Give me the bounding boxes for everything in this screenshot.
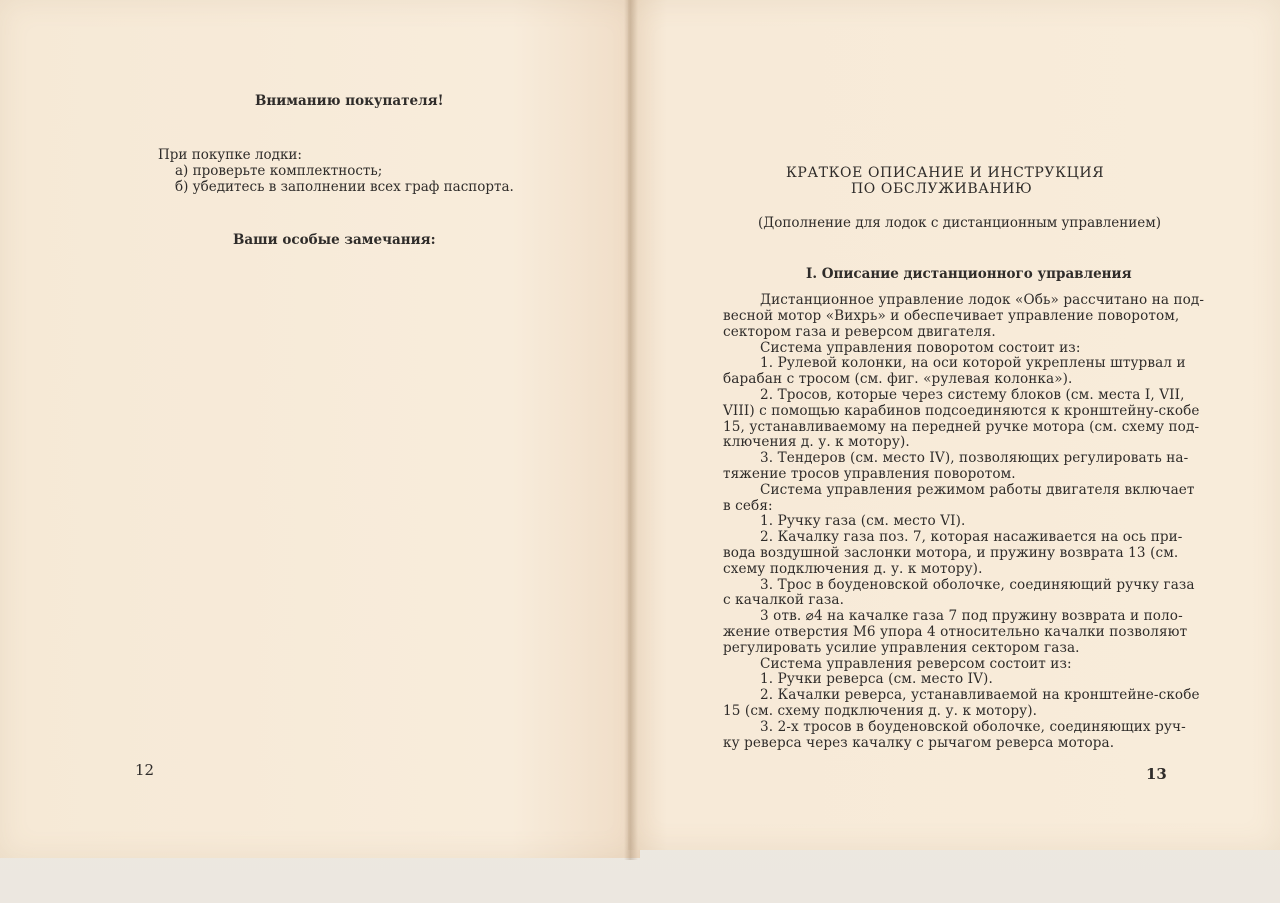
body-line: Дистанционное управление лодок «Обь» рассчитано на под- (760, 292, 1205, 308)
section-title: I. Описание дистанционного управления (806, 266, 1132, 282)
left-page (0, 0, 640, 858)
body-line: ку реверса через качалку с рычагом реверса мотора. (723, 735, 1115, 751)
body-line: 2. Тросов, которые через систему блоков (см. места I, VII, (760, 387, 1185, 403)
remarks-title: Ваши особые замечания: (233, 232, 436, 248)
body-line: 2. Качалку газа поз. 7, которая насаживается на ось при- (760, 529, 1183, 545)
purchase-intro: При покупке лодки: (158, 147, 302, 163)
body-line: сектором газа и реверсом двигателя. (723, 324, 996, 340)
purchase-item-a: а) проверьте комплектность; (175, 163, 383, 179)
doc-title-line1: КРАТКОЕ ОПИСАНИЕ И ИНСТРУКЦИЯ (786, 165, 1105, 181)
body-line: VIII) с помощью карабинов подсоединяются к кронштейну-скобе (723, 403, 1200, 419)
body-line: 1. Ручку газа (см. место VI). (760, 513, 966, 529)
attention-title: Вниманию покупателя! (255, 93, 444, 109)
body-line: весной мотор «Вихрь» и обеспечивает управление поворотом, (723, 308, 1180, 324)
doc-title-line2: ПО ОБСЛУЖИВАНИЮ (851, 181, 1033, 197)
body-line: барабан с тросом (см. фиг. «рулевая колонка»). (723, 371, 1073, 387)
body-line: схему подключения д. у. к мотору). (723, 561, 983, 577)
body-line: 15, устанавливаемому на передней ручке мотора (см. схему под- (723, 419, 1200, 435)
body-line: Система управления режимом работы двигателя включает (760, 482, 1195, 498)
doc-subtitle: (Дополнение для лодок с дистанционным управлением) (758, 215, 1162, 231)
body-line: 3. Тендеров (см. место IV), позволяющих регулировать на- (760, 450, 1189, 466)
body-line: 2. Качалки реверса, устанавливаемой на кронштейне-скобе (760, 687, 1200, 703)
body-line: тяжение тросов управления поворотом. (723, 466, 1016, 482)
body-line: жение отверстия М6 упора 4 относительно качалки позволяют (723, 624, 1188, 640)
body-line: 3 отв. ⌀4 на качалке газа 7 под пружину возврата и поло- (760, 608, 1183, 624)
body-line: ключения д. у. к мотору). (723, 434, 910, 450)
book-gutter (624, 0, 638, 860)
body-line: вода воздушной заслонки мотора, и пружину возврата 13 (см. (723, 545, 1179, 561)
body-line: регулировать усилие управления сектором газа. (723, 640, 1080, 656)
body-line: 3. 2-х тросов в боуденовской оболочке, соединяющих руч- (760, 719, 1186, 735)
body-line: 1. Рулевой колонки, на оси которой укреплены штурвал и (760, 355, 1186, 371)
page-number-right: 13 (1146, 765, 1167, 783)
page-number-left: 12 (135, 761, 155, 779)
body-line: с качалкой газа. (723, 592, 844, 608)
purchase-item-b: б) убедитесь в заполнении всех граф паспорта. (175, 179, 514, 195)
body-line: 1. Ручки реверса (см. место IV). (760, 671, 993, 687)
body-line: 15 (см. схему подключения д. у. к мотору). (723, 703, 1038, 719)
body-line: Система управления поворотом состоит из: (760, 340, 1081, 356)
body-line: Система управления реверсом состоит из: (760, 656, 1072, 672)
body-line: 3. Трос в боуденовской оболочке, соединяющий ручку газа (760, 577, 1195, 593)
body-line: в себя: (723, 498, 773, 514)
